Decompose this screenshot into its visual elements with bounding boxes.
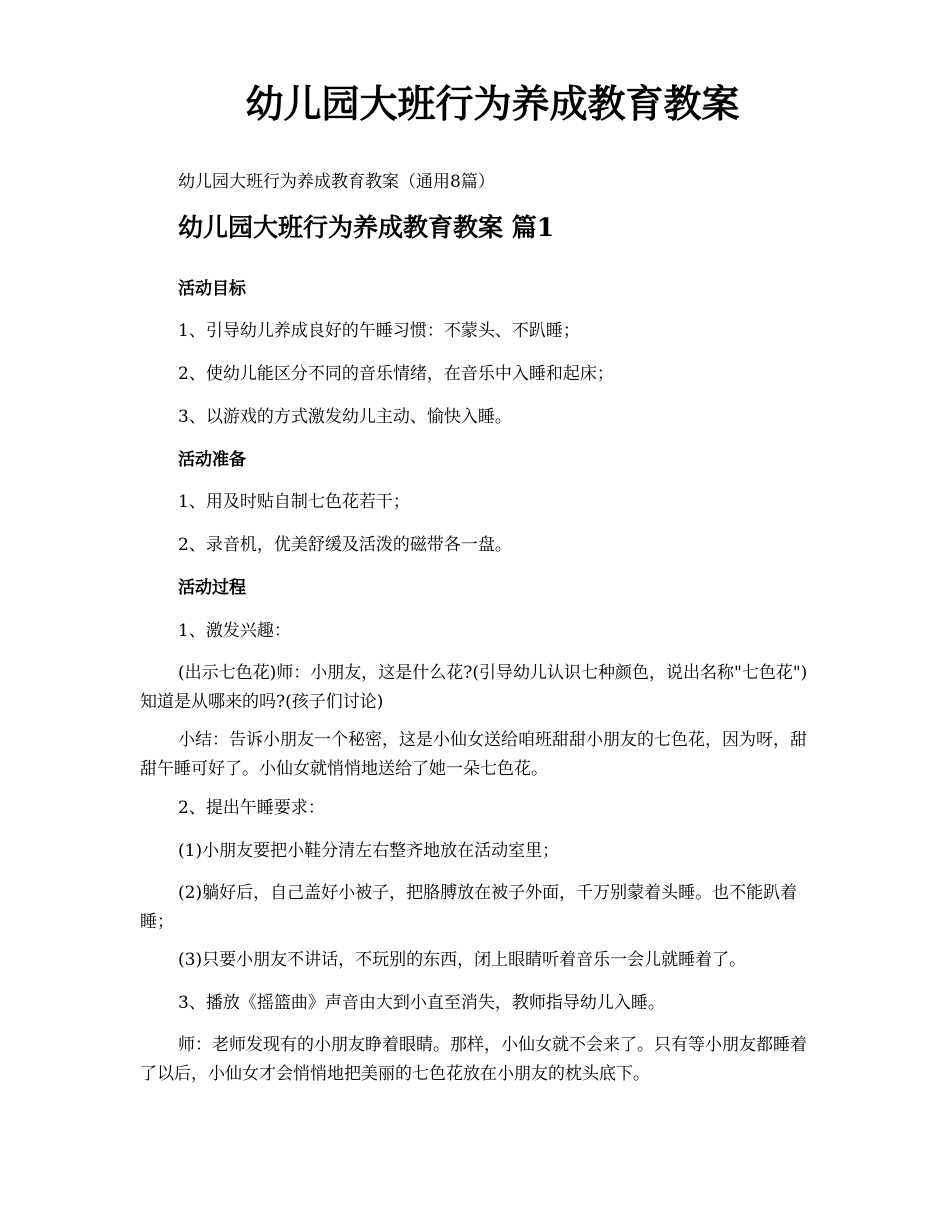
paragraph: 2、提出午睡要求： (178, 798, 325, 818)
paragraph: 1、用及时贴自制七色花若干； (178, 492, 410, 512)
paragraph: 2、使幼儿能区分不同的音乐情绪，在音乐中入睡和起床； (178, 364, 614, 384)
paragraph: (2)躺好后，自己盖好小被子，把胳膊放在被子外面，千万别蒙着头睡。也不能趴着睡； (140, 883, 798, 932)
section-heading: 幼儿园大班行为养成教育教案 篇1 (178, 213, 555, 242)
paragraph: (出示七色花)师：小朋友，这是什么花?(引导幼儿认识七种颜色，说出名称"七色花")知道是从哪来的吗?(孩子们讨论) (140, 663, 808, 712)
paragraph: 1、引导幼儿养成良好的午睡习惯：不蒙头、不趴睡； (178, 321, 580, 341)
heading-process: 活动过程 (178, 578, 246, 598)
heading-goals: 活动目标 (178, 279, 246, 299)
document-title: 幼儿园大班行为养成教育教案 (245, 81, 740, 126)
paragraph: 1、激发兴趣： (178, 621, 291, 641)
heading-preparation: 活动准备 (178, 450, 246, 470)
paragraph: 小结：告诉小朋友一个秘密，这是小仙女送给咱班甜甜小朋友的七色花，因为呀，甜甜午睡可好了。小仙女就悄悄地送给了她一朵七色花。 (140, 730, 807, 779)
paragraph: 3、播放《摇篮曲》声音由大到小直至消失，教师指导幼儿入睡。 (178, 993, 665, 1013)
paragraph: 2、录音机，优美舒缓及活泼的磁带各一盘。 (178, 535, 512, 555)
paragraph: 师：老师发现有的小朋友睁着眼睛。那样，小仙女就不会来了。只有等小朋友都睡着了以后，小仙女才会悄悄地把美丽的七色花放在小朋友的枕头底下。 (140, 1035, 807, 1084)
document-subtitle: 幼儿园大班行为养成教育教案（通用8篇） (178, 172, 495, 192)
paragraph: (3)只要小朋友不讲话，不玩别的东西，闭上眼睛听着音乐一会儿就睡着了。 (178, 950, 747, 970)
paragraph: 3、以游戏的方式激发幼儿主动、愉快入睡。 (178, 407, 512, 427)
paragraph: (1)小朋友要把小鞋分清左右整齐地放在活动室里； (178, 841, 560, 861)
